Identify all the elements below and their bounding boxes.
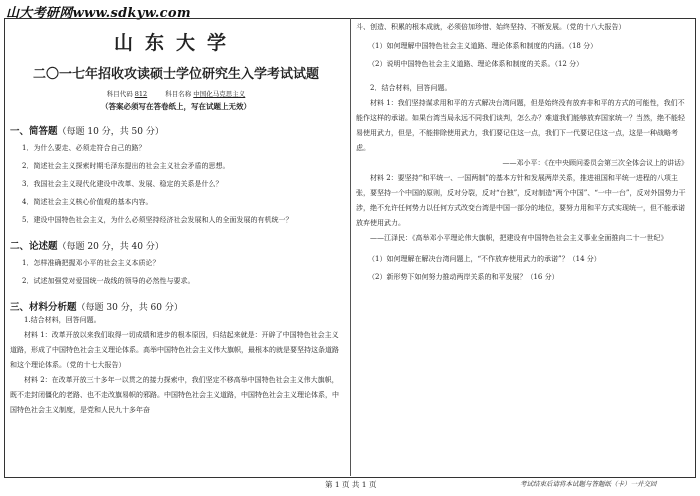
material-paragraph: 材料 1：我们坚持谋求用和平的方式解决台湾问题，但是始终没有放弃非和平的方式的可能性，我们不能作这样的承诺。如果台湾当局永远不同我们谈判，怎么办？难道我们能够放弃国家统一？当然，绝不能轻易使用武力，但是，不能排除使用武力，我们要记住这一点，我们下一代要记住这一点，这是一种战略考虑。	[356, 99, 685, 152]
footer-note: 考试结束后请将本试题与答题纸（卡）一并交回	[520, 480, 657, 488]
material-continuation: 斗、创造、积累的根本成就，必须倍加珍惜、始终坚持、不断发展。（党的十八大报告）	[356, 23, 626, 31]
right-column	[356, 20, 688, 284]
watermark: 山大考研网www.sdkyw.com	[6, 6, 191, 21]
material-paragraph: 材料 2：要坚持“和平统一、一国两制”的基本方针和发展两岸关系，推进祖国和平统一进程的八项主张，要坚持一个中国的原则，反对分裂，反对“台独”，反对制造“两个中国”、“一中一台”，反对外国势力干涉，绝不允许任何势力以任何方式改变台湾是中国一部分的地位，要努力用和平方式实现统一，但不能承诺放弃使用武力。	[356, 174, 686, 227]
sub-question: （1）如何理解在解决台湾问题上，“不作放弃使用武力的承诺”？（14 分）	[368, 255, 601, 263]
material-paragraph: 材料 2：在改革开放三十多年一以贯之的接力探索中，我们坚定不移高举中国特色社会主义伟大旗帜，既不走封闭僵化的老路、也不走改旗易帜的邪路。中国特色社会主义道路，中国特色社会主义理论体系，中国特色社会主义制度，是党和人民九十多年奋	[10, 376, 339, 414]
material-source: ——江泽民：《高举邓小平理论伟大旗帜，把建设有中国特色社会主义事业全面推向二十一世纪》	[370, 234, 668, 242]
question: 1．为什么要走、必须走符合自己的路？	[22, 144, 146, 152]
answer-notice: （答案必须写在答卷纸上，写在试题上无效）	[101, 102, 251, 111]
sub-question: （2）新形势下如何努力推动两岸关系的和平发展？（16 分）	[368, 273, 559, 281]
question: 5．建设中国特色社会主义，为什么必须坚持经济社会发展和人的全面发展的有机统一？	[22, 216, 293, 224]
university-title: 山东大学	[113, 32, 238, 54]
question: 2．简述社会主义探索时期毛泽东提出的社会主义社会矛盾的思想。	[22, 162, 230, 170]
question: 3．我国社会主义现代化建设中改革、发展、稳定的关系是什么？	[22, 180, 223, 188]
left-column	[10, 22, 342, 418]
question: 2．试述加强党对爱国统一战线的领导的必然性与要求。	[22, 277, 195, 285]
question: 1.结合材料，回答问题。	[24, 316, 101, 324]
column-divider	[350, 18, 351, 476]
section-2-heading: 二、论述题（每题 20 分，共 40 分）	[10, 241, 164, 252]
sub-question: （2）说明中国特色社会主义道路、理论体系和制度的关系。（12 分）	[368, 60, 584, 68]
section-3-heading: 三、材料分析题（每题 30 分，共 60 分）	[10, 302, 183, 313]
code-value: 812	[134, 90, 148, 98]
exam-title: 二〇一七年招收攻读硕士学位研究生入学考试试题	[32, 67, 319, 82]
question: 4．简述社会主义核心价值观的基本内容。	[22, 198, 153, 206]
material-source: ——邓小平：《在中央顾问委员会第三次全体会议上的讲话》	[502, 159, 688, 167]
material-paragraph: 材料 1：改革开放以来我们取得一切成绩和进步的根本原因，归结起来就是：开辟了中国特色社会主义道路，形成了中国特色社会主义理论体系。高举中国特色社会主义伟大旗帜，最根本的就是要坚持这条道路和这个理论体系。（党的十七大报告）	[10, 331, 339, 369]
section-1-heading: 一、简答题（每题 10 分，共 50 分）	[10, 126, 164, 137]
code-field: 科目代码 812	[106, 90, 148, 98]
page-number: 第 1 页 共 1 页	[325, 480, 377, 489]
question: 1．怎样准确把握邓小平的社会主义本质论？	[22, 259, 160, 267]
subject-value: 中国化马克思主义	[193, 90, 246, 98]
subject-field: 科目名称 中国化马克思主义	[165, 90, 246, 98]
exam-meta	[10, 89, 342, 98]
question: 2．结合材料，回答问题。	[370, 84, 452, 92]
sub-question: （1）如何理解中国特色社会主义道路、理论体系和制度的内涵。（18 分）	[368, 42, 598, 50]
